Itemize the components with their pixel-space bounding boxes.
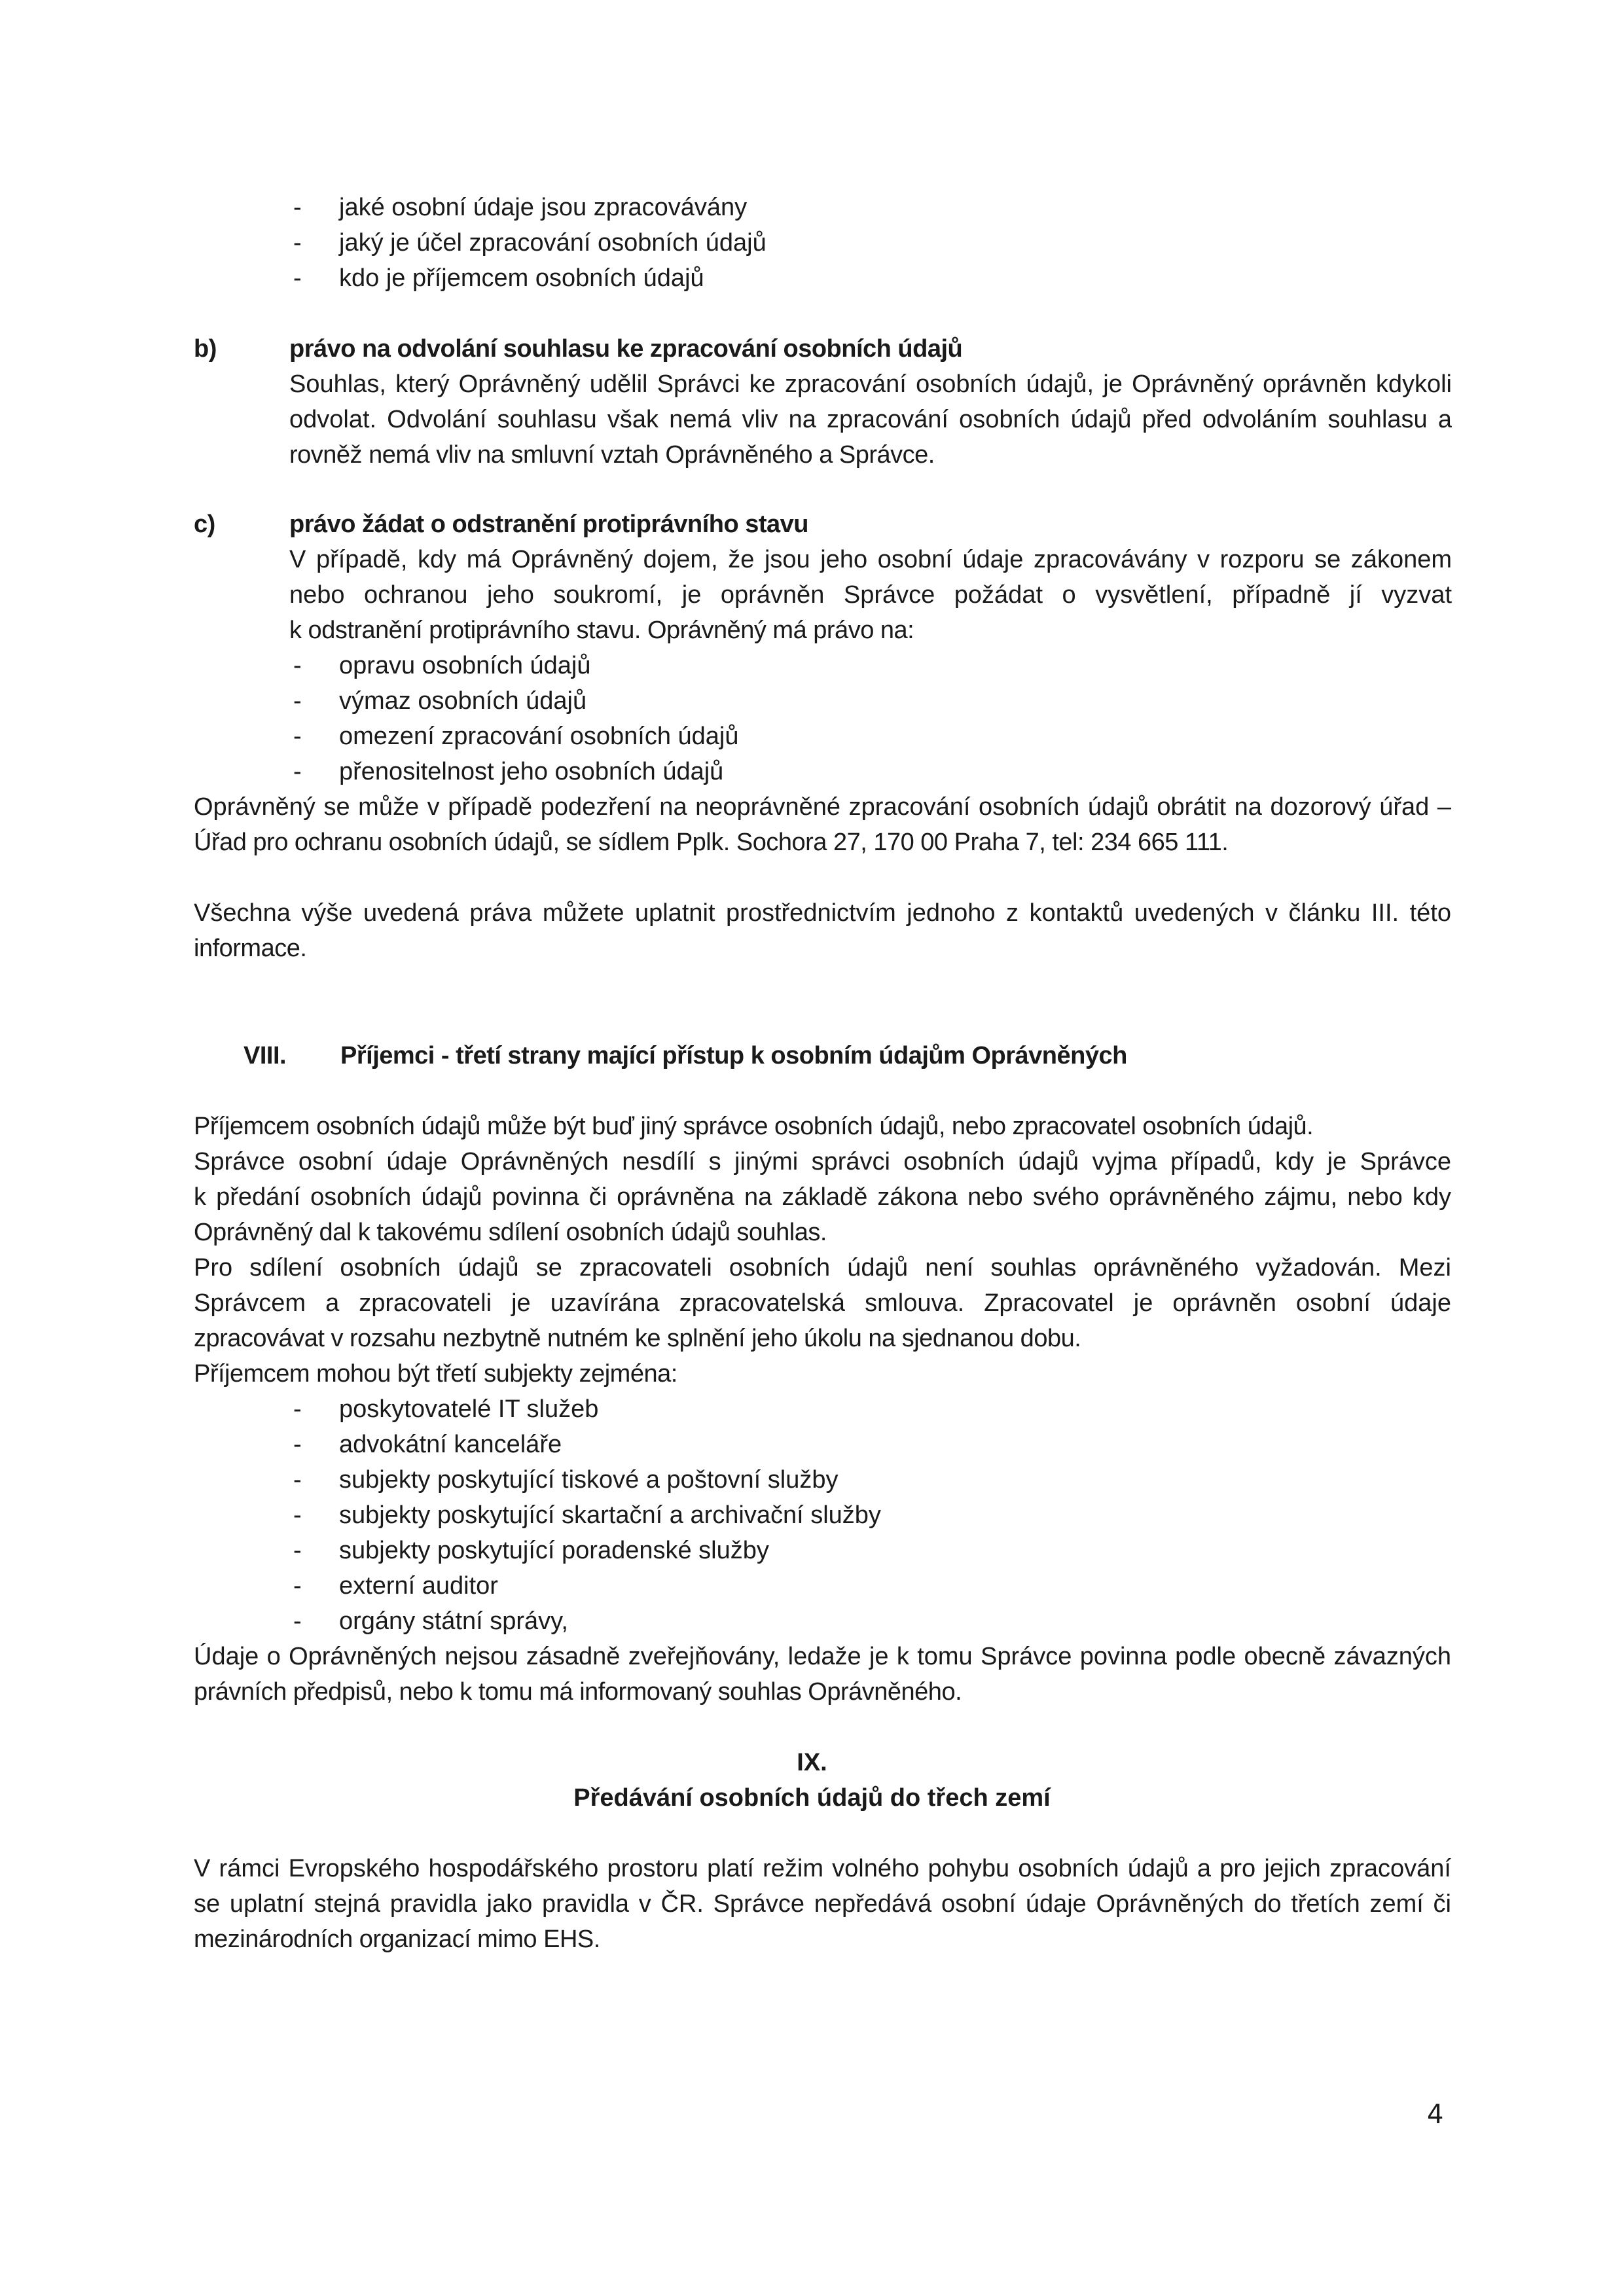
list-item: opravu osobních údajů xyxy=(339,652,591,679)
list-item: jaký je účel zpracování osobních údajů xyxy=(339,229,767,257)
paragraph-line: Oprávněný se může v případě podezření na neoprávněné zpracování osobních údajů obrátit na dozorový úřad – xyxy=(194,793,1451,821)
section-heading: právo na odvolání souhlasu ke zpracování osobních údajů xyxy=(289,335,963,363)
list-item: orgány státní správy, xyxy=(339,1607,568,1635)
section-label: b) xyxy=(194,335,217,363)
paragraph-line: Správce osobní údaje Oprávněných nesdílí s jinými správci osobních údajů vyjma případů, kdy je Správce xyxy=(194,1148,1451,1175)
paragraph-line: informace. xyxy=(194,935,307,962)
list-intro: Příjemcem mohou být třetí subjekty zejména: xyxy=(194,1360,677,1388)
page-number: 4 xyxy=(1427,2100,1444,2130)
paragraph-line: odvolat. Odvolání souhlasu však nemá vliv na zpracování osobních údajů před odvoláním souhlasu a xyxy=(289,406,1452,433)
list-dash: - xyxy=(293,1607,302,1635)
list-dash: - xyxy=(293,687,302,715)
list-item: poskytovatelé IT služeb xyxy=(339,1395,599,1423)
paragraph-line: k předání osobních údajů povinna či oprávněna na základě zákona nebo svého oprávněného zájmu, nebo kdy xyxy=(194,1183,1451,1211)
list-dash: - xyxy=(293,1501,302,1529)
paragraph-line: nebo ochranou jeho soukromí, je oprávněn Správce požádat o vysvětlení, případně jí vyzvat xyxy=(289,581,1452,609)
paragraph-line: zpracovávat v rozsahu nezbytně nutném ke splnění jeho úkolu na sjednanou dobu. xyxy=(194,1325,1081,1352)
section-title: Předávání osobních údajů do třech zemí xyxy=(573,1784,1051,1812)
list-dash: - xyxy=(293,1395,302,1423)
paragraph-line: právních předpisů, nebo k tomu má informovaný souhlas Oprávněného. xyxy=(194,1678,962,1706)
paragraph-line: Příjemcem osobních údajů může být buď jiný správce osobních údajů, nebo zpracovatel osobních údajů. xyxy=(194,1113,1314,1140)
paragraph-line: Oprávněný dal k takovému sdílení osobních údajů souhlas. xyxy=(194,1219,827,1246)
list-dash: - xyxy=(293,758,302,785)
list-dash: - xyxy=(293,194,302,221)
paragraph-line: Údaje o Oprávněných nejsou zásadně zveřejňovány, ledaže je k tomu Správce povinna podle obecně závazných xyxy=(194,1643,1451,1670)
section-label: c) xyxy=(194,511,215,538)
list-dash: - xyxy=(293,1572,302,1600)
list-dash: - xyxy=(293,229,302,257)
paragraph-line: mezinárodních organizací mimo EHS. xyxy=(194,1926,600,1953)
list-dash: - xyxy=(293,1431,302,1458)
list-item: výmaz osobních údajů xyxy=(339,687,587,715)
list-item: kdo je příjemcem osobních údajů xyxy=(339,264,704,292)
section-heading: právo žádat o odstranění protiprávního stavu xyxy=(289,511,809,538)
list-dash: - xyxy=(293,1466,302,1494)
paragraph-line: rovněž nemá vliv na smluvní vztah Oprávněného a Správce. xyxy=(289,441,935,469)
list-dash: - xyxy=(293,264,302,292)
paragraph-line: V rámci Evropského hospodářského prostoru platí režim volného pohybu osobních údajů a pro jejich zpracování xyxy=(194,1855,1451,1882)
paragraph-line: Úřad pro ochranu osobních údajů, se sídlem Pplk. Sochora 27, 170 00 Praha 7, tel: 234 665 111. xyxy=(194,829,1229,856)
list-item: externí auditor xyxy=(339,1572,498,1600)
list-item: subjekty poskytující tiskové a poštovní služby xyxy=(339,1466,839,1494)
paragraph-line: Souhlas, který Oprávněný udělil Správci ke zpracování osobních údajů, je Oprávněný oprávněn kdykoli xyxy=(289,370,1452,398)
paragraph-line: Pro sdílení osobních údajů se zpracovateli osobních údajů není souhlas oprávněného vyžadován. Mezi xyxy=(194,1254,1451,1282)
list-item: subjekty poskytující poradenské služby xyxy=(339,1537,769,1564)
section-title: Příjemci - třetí strany mající přístup k osobním údajům Oprávněných xyxy=(340,1042,1127,1069)
list-item: subjekty poskytující skartační a archivační služby xyxy=(339,1501,881,1529)
list-dash: - xyxy=(293,1537,302,1564)
list-dash: - xyxy=(293,723,302,750)
list-item: advokátní kanceláře xyxy=(339,1431,562,1458)
paragraph-line: k odstranění protiprávního stavu. Oprávněný má právo na: xyxy=(289,617,914,644)
paragraph-line: V případě, kdy má Oprávněný dojem, že jsou jeho osobní údaje zpracovávány v rozporu se zákonem xyxy=(289,546,1452,573)
section-number: IX. xyxy=(797,1749,827,1776)
list-item: jaké osobní údaje jsou zpracovávány xyxy=(339,194,748,221)
list-item: omezení zpracování osobních údajů xyxy=(339,723,739,750)
list-item: přenositelnost jeho osobních údajů xyxy=(339,758,724,785)
list-dash: - xyxy=(293,652,302,679)
paragraph-line: Všechna výše uvedená práva můžete uplatnit prostřednictvím jednoho z kontaktů uvedených v článku III. této xyxy=(194,899,1451,927)
section-number: VIII. xyxy=(244,1042,287,1069)
paragraph-line: se uplatní stejná pravidla jako pravidla v ČR. Správce nepředává osobní údaje Oprávněných do třetích zemí či xyxy=(194,1890,1451,1918)
paragraph-line: Správcem a zpracovateli je uzavírána zpracovatelská smlouva. Zpracovatel je oprávněn osobní údaje xyxy=(194,1289,1451,1317)
